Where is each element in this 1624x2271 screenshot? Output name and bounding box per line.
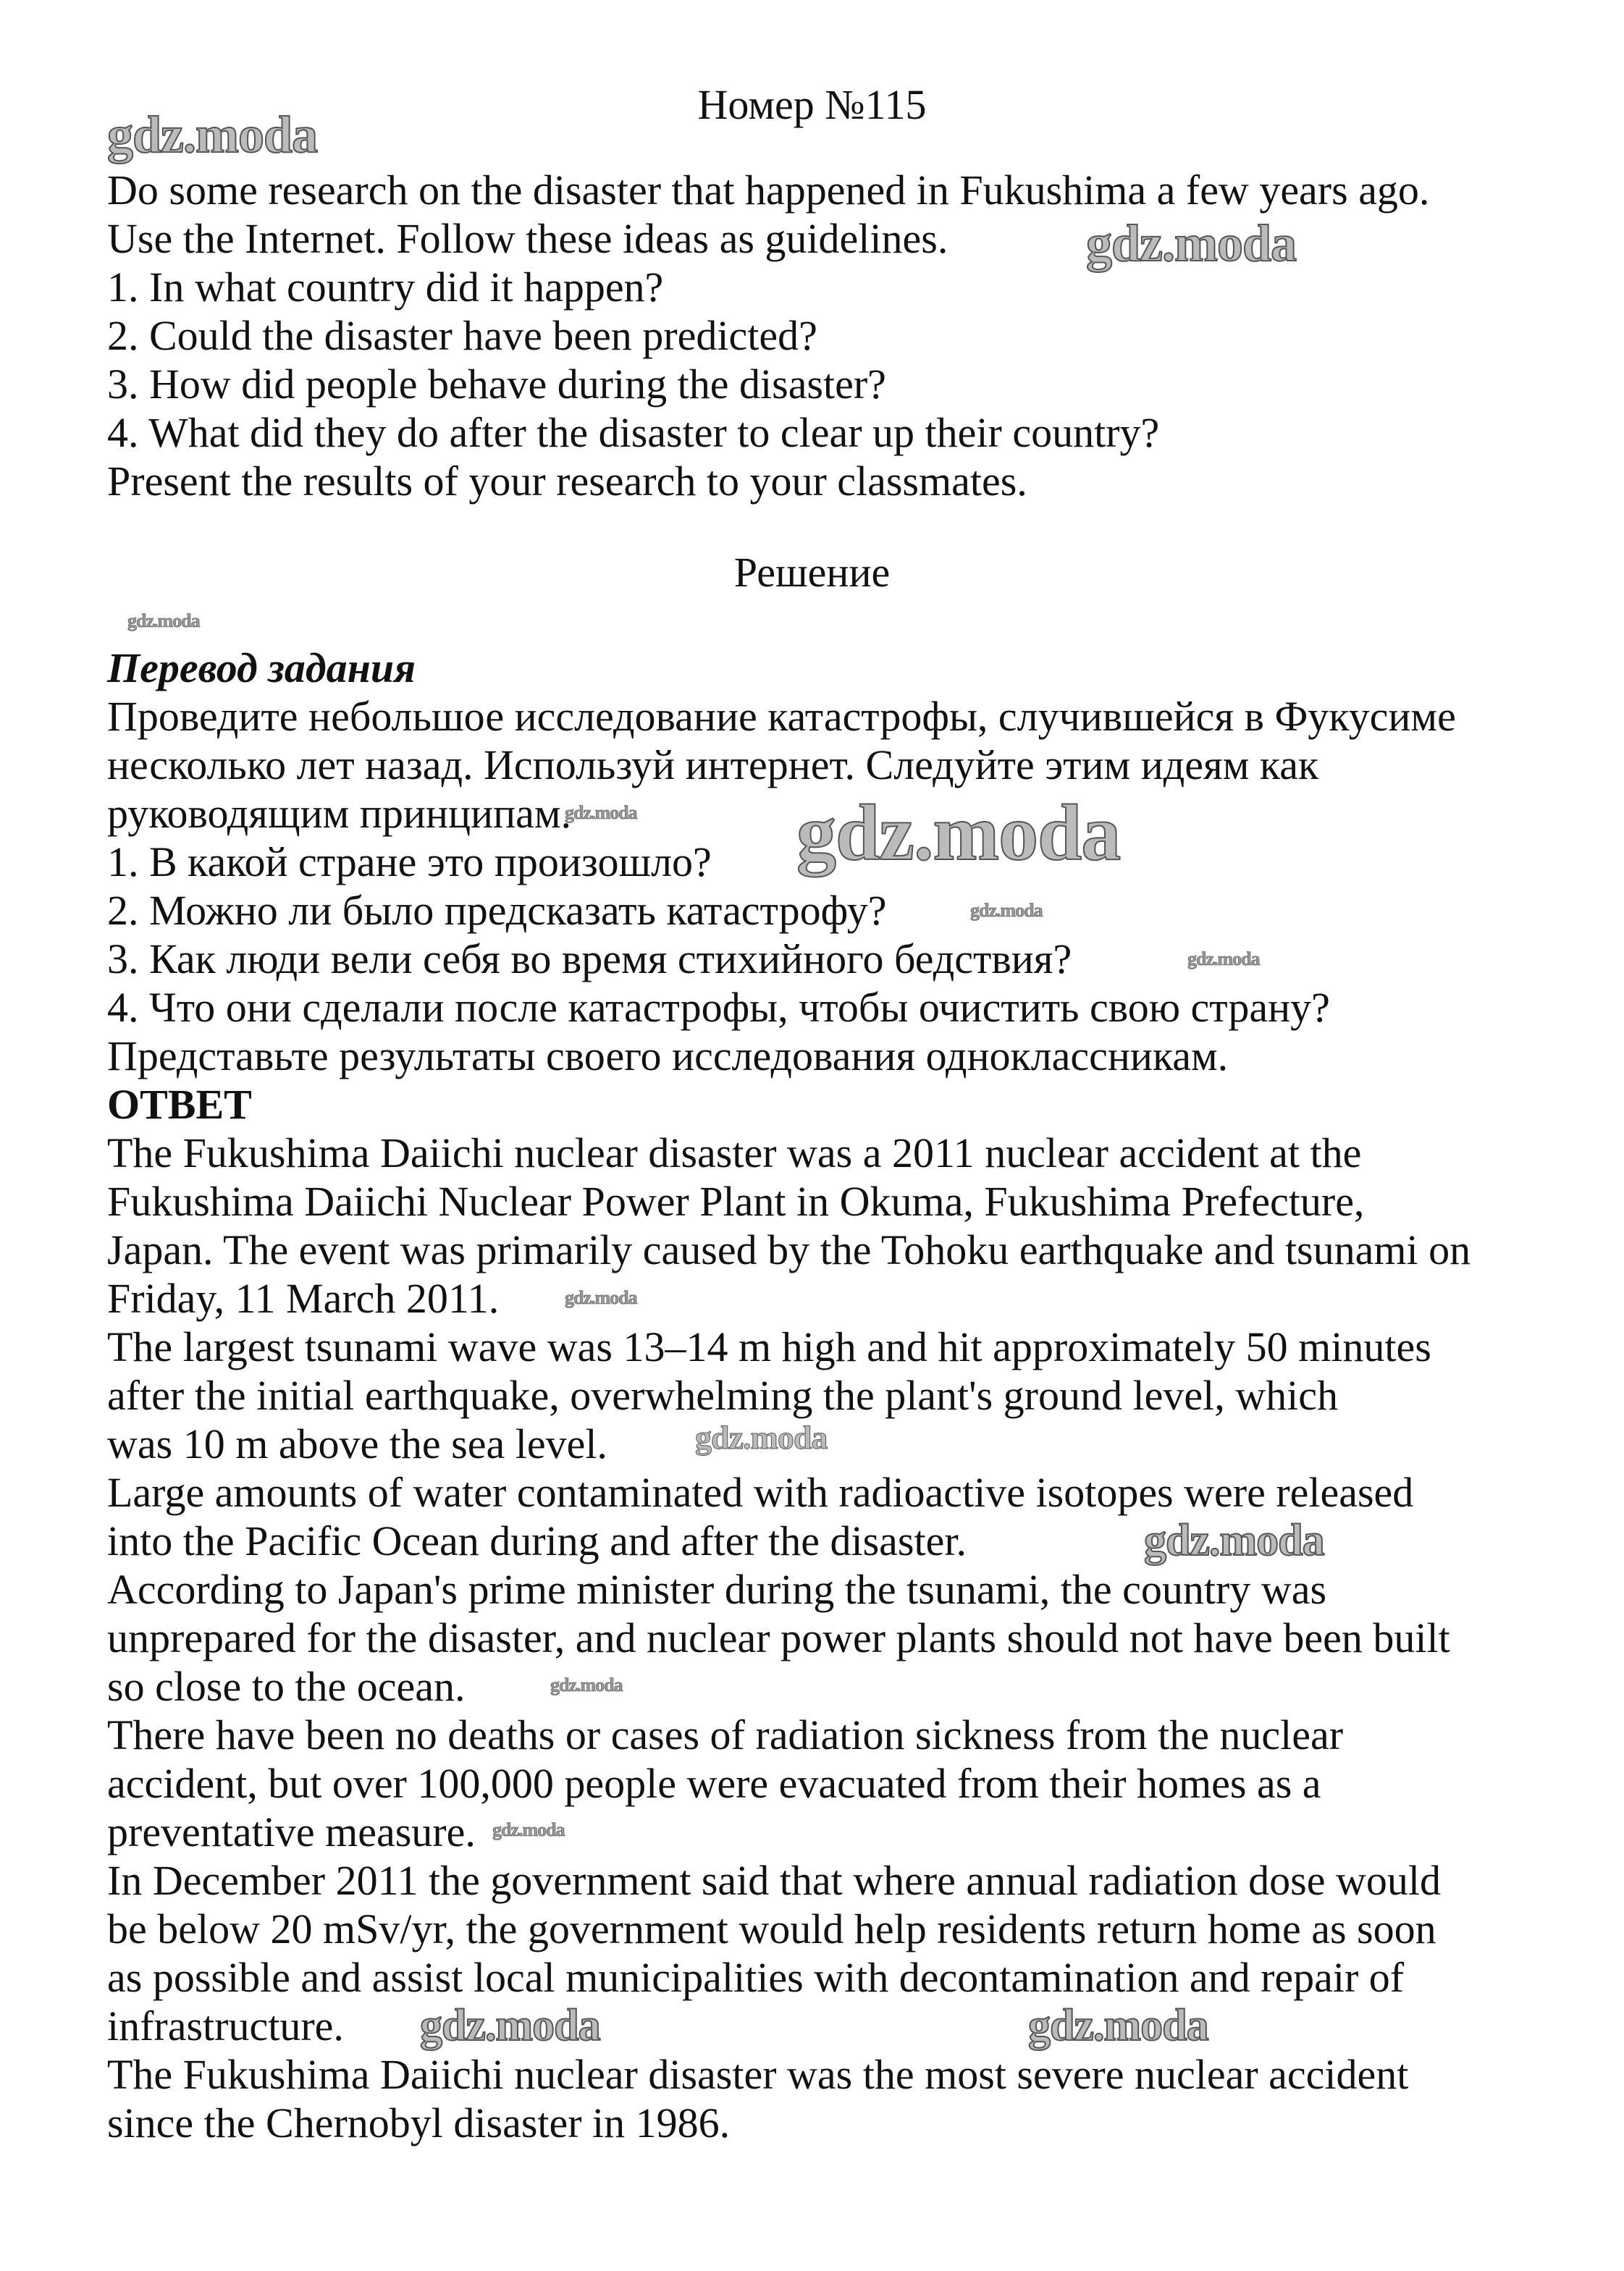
- answer-line: The largest tsunami wave was 13–14 m high and hit approximately 50 minutes: [107, 1323, 1431, 1370]
- answer-line: The Fukushima Daiichi nuclear disaster was the most severe nuclear accident: [107, 2051, 1409, 2098]
- watermark: gdz.moda: [796, 788, 1121, 877]
- task-line: 4. What did they do after the disaster to clear up their country?: [107, 409, 1160, 456]
- watermark: gdz.moda: [1187, 948, 1260, 969]
- translation-line: 1. В какой стране это произошло?: [107, 838, 712, 885]
- answer-line: was 10 m above the sea level.: [107, 1420, 607, 1467]
- answer-line: The Fukushima Daiichi nuclear disaster was a 2011 nuclear accident at the: [107, 1129, 1362, 1176]
- task-line: Present the results of your research to your classmates.: [107, 458, 1027, 505]
- translation-section: [107, 644, 1471, 2147]
- answer-line: In December 2011 the government said that where annual radiation dose would: [107, 1857, 1441, 1904]
- answer-line: There have been no deaths or cases of radiation sickness from the nuclear: [107, 1711, 1344, 1758]
- answer-line: Friday, 11 March 2011.: [107, 1275, 500, 1322]
- answer-line: unprepared for the disaster, and nuclear power plants should not have been built: [107, 1614, 1450, 1661]
- answer-line: into the Pacific Ocean during and after the disaster.: [107, 1517, 967, 1564]
- task-line: 2. Could the disaster have been predicted?: [107, 312, 817, 359]
- watermark: gdz.moda: [1086, 214, 1297, 272]
- translation-line: 4. Что они сделали после катастрофы, чтобы очистить свою страну?: [107, 984, 1330, 1031]
- answer-line: be below 20 mSv/yr, the government would help residents return home as soon: [107, 1905, 1436, 1952]
- watermark: gdz.moda: [127, 610, 200, 631]
- translation-heading: Перевод задания: [107, 644, 416, 691]
- watermark: gdz.moda: [970, 900, 1043, 921]
- translation-line: Представьте результаты своего исследования одноклассникам.: [107, 1032, 1229, 1079]
- answer-line: Japan. The event was primarily caused by the Tohoku earthquake and tsunami on: [107, 1226, 1471, 1273]
- task-line: 3. How did people behave during the disaster?: [107, 361, 886, 408]
- answer-line: Fukushima Daiichi Nuclear Power Plant in Okuma, Fukushima Prefecture,: [107, 1178, 1365, 1225]
- watermark: gdz.moda: [565, 1287, 637, 1308]
- translation-line: 3. Как люди вели себя во время стихийного бедствия?: [107, 935, 1072, 982]
- watermark: gdz.moda: [550, 1674, 623, 1695]
- watermark: gdz.moda: [107, 106, 318, 164]
- answer-heading: ОТВЕТ: [107, 1081, 252, 1128]
- watermark: gdz.moda: [492, 1819, 565, 1840]
- watermark: gdz.moda: [1028, 2001, 1208, 2050]
- solution-heading: Решение: [733, 549, 891, 596]
- answer-line: According to Japan's prime minister during the tsunami, the country was: [107, 1566, 1327, 1613]
- task-line: Use the Internet. Follow these ideas as guidelines.: [107, 215, 948, 262]
- translation-line: Проведите небольшое исследование катастрофы, случившейся в Фукусиме: [107, 693, 1456, 740]
- answer-line: as possible and assist local municipalities with decontamination and repair of: [107, 1954, 1405, 2001]
- answer-line: accident, but over 100,000 people were evacuated from their homes as a: [107, 1760, 1321, 1807]
- translation-line: несколько лет назад. Используй интернет. Следуйте этим идеям как: [107, 741, 1319, 788]
- answer-line: Large amounts of water contaminated with radioactive isotopes were released: [107, 1469, 1414, 1516]
- watermark: gdz.moda: [565, 802, 637, 823]
- answer-line: preventative measure.: [107, 1808, 476, 1855]
- answer-line: so close to the ocean.: [107, 1663, 466, 1710]
- watermark: gdz.moda: [420, 2001, 600, 2050]
- task-line: Do some research on the disaster that happened in Fukushima a few years ago.: [107, 167, 1430, 214]
- translation-line: 2. Можно ли было предсказать катастрофу?: [107, 887, 887, 934]
- answer-line: after the initial earthquake, overwhelming the plant's ground level, which: [107, 1372, 1338, 1419]
- answer-line: since the Chernobyl disaster in 1986.: [107, 2099, 731, 2146]
- page-title: Номер №115: [697, 81, 927, 128]
- watermark: gdz.moda: [1144, 1516, 1324, 1565]
- task-line: 1. In what country did it happen?: [107, 264, 664, 311]
- watermark: gdz.moda: [695, 1419, 828, 1456]
- translation-line: руководящим принципам.: [107, 790, 572, 837]
- answer-line: infrastructure.: [107, 2002, 344, 2049]
